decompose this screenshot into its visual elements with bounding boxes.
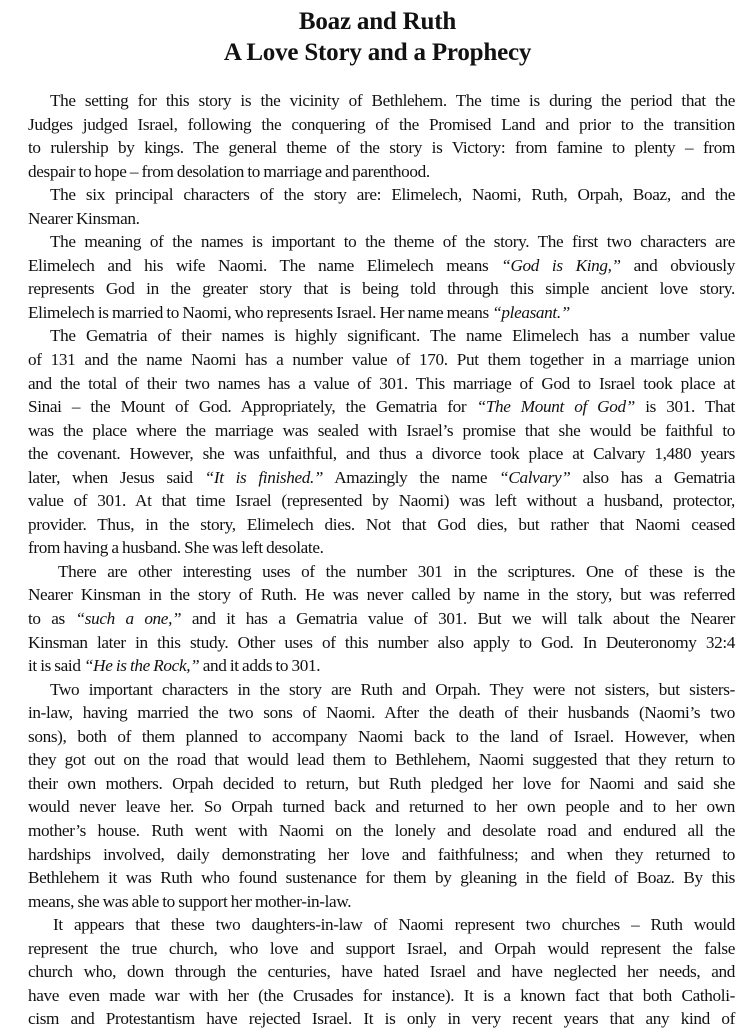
- text-line: would never leave her. So Orpah turned back and returned to her own people and to her own: [28, 797, 735, 817]
- quote-calvary: “Calvary”: [499, 467, 571, 487]
- text-line: Elimelech is married to Naomi, who represents Israel. Her name means “pleasant.”: [28, 302, 570, 322]
- paragraph-names: [28, 230, 735, 324]
- text-line: Judges judged Israel, following the conquering of the Promised Land and prior to the transition: [28, 114, 735, 134]
- paragraph-gematria: [28, 324, 735, 559]
- text-line: despair to hope – from desolation to marriage and parenthood.: [28, 161, 430, 181]
- text-line: The Gematria of their names is highly significant. The name Elimelech has a number value: [50, 326, 735, 346]
- text-line: later, when Jesus said “It is finished.” Amazingly the name “Calvary” also has a Gematria: [28, 467, 735, 487]
- text-line: provider. Thus, in the story, Elimelech dies. Not that God dies, but rather that Naomi ceased: [28, 514, 735, 534]
- text-line: Two important characters in the story are Ruth and Orpah. They were not sisters, but sisters-: [50, 679, 735, 699]
- text-line: Kinsman later in this study. Other uses of this number also apply to God. In Deuteronomy 32:4: [28, 632, 735, 652]
- text-line: church who, down through the centuries, have hated Israel and have neglected her needs, and: [28, 962, 735, 982]
- text-line: Bethlehem it was Ruth who found sustenance for them by gleaning in the field of Boaz. By this: [28, 868, 735, 888]
- text-line: sons), both of them planned to accompany Naomi back to the land of Israel. However, when: [28, 726, 735, 746]
- paragraph-number-301: [28, 560, 735, 678]
- paragraph-characters: [28, 183, 735, 230]
- quote-he-is-the-rock: “He is the Rock,”: [83, 656, 200, 676]
- text-line: cism and Protestantism have rejected Israel. It is only in very recent years that any kind of: [28, 1009, 735, 1029]
- text-line: their own mothers. Orpah decided to return, but Ruth pledged her love for Naomi and said she: [28, 773, 735, 793]
- quote-it-is-finished: “It is finished.”: [204, 467, 324, 487]
- text-line: value of 301. At that time Israel (represented by Naomi) was left without a husband, protector,: [28, 491, 735, 511]
- text-line: represent the true church, who love and support Israel, and Orpah would represent the false: [28, 938, 735, 958]
- quote-pleasant: “pleasant.”: [492, 302, 570, 322]
- paragraph-two-churches: [28, 913, 735, 1031]
- text-line: and the total of their two names has a value of 301. This marriage of God to Israel took place at: [28, 373, 735, 393]
- text-line: to as “such a one,” and it has a Gematria value of 301. But we will talk about the Nearer: [28, 609, 735, 629]
- title-line-1: Boaz and Ruth: [298, 8, 457, 35]
- text-line: to rulership by kings. The general theme of the story is Victory: from famine to plenty – from: [28, 138, 735, 158]
- text-line: Nearer Kinsman in the story of Ruth. He was never called by name in the story, but was referred: [28, 585, 735, 605]
- text-line: represents God in the greater story that is being told through this simple ancient love story.: [28, 279, 735, 299]
- paragraph-ruth-orpah: [28, 678, 735, 913]
- text-line: the covenant. However, she was unfaithful, and thus a divorce took place at Calvary 1,480 years: [28, 444, 735, 464]
- text-line: from having a husband. She was left desolate.: [28, 538, 324, 558]
- text-line: it is said “He is the Rock,” and it adds to 301.: [28, 656, 321, 676]
- quote-mount-of-god: “The Mount of God”: [476, 397, 635, 417]
- text-line: Nearer Kinsman.: [28, 208, 140, 228]
- text-line: It appears that these two daughters-in-law of Naomi represent two churches – Ruth would: [53, 915, 735, 935]
- text-line: There are other interesting uses of the number 301 in the scriptures. One of these is the: [58, 561, 735, 581]
- text-line: The meaning of the names is important to the theme of the story. The first two characters are: [50, 232, 735, 252]
- text-line: hardships involved, daily demonstrating her love and faithfulness; and when they returned to: [28, 844, 735, 864]
- paragraph-setting: [28, 89, 735, 183]
- text-line: of 131 and the name Naomi has a number value of 170. Put them together in a marriage union: [28, 350, 735, 370]
- article-body: [28, 89, 735, 1031]
- text-line: The six principal characters of the story are: Elimelech, Naomi, Ruth, Orpah, Boaz, and the: [50, 185, 735, 205]
- title-line-2: A Love Story and a Prophecy: [223, 39, 532, 66]
- text-line: have even made war with her (the Crusades for instance). It is a known fact that both Catholi-: [28, 985, 735, 1005]
- quote-such-a-one: “such a one,”: [75, 609, 182, 629]
- text-line: in-law, having married the two sons of Naomi. After the death of their husbands (Naomi’s two: [28, 703, 735, 723]
- quote-god-is-king: “God is King,”: [501, 255, 621, 275]
- text-line: The setting for this story is the vicinity of Bethlehem. The time is during the period that the: [50, 91, 735, 110]
- text-line: was the place where the marriage was sealed with Israel’s promise that she would be faithful to: [28, 420, 735, 440]
- text-line: Elimelech and his wife Naomi. The name Elimelech means “God is King,” and obviously: [28, 255, 735, 275]
- text-line: Sinai – the Mount of God. Appropriately, the Gematria for “The Mount of God” is 301. That: [28, 397, 735, 417]
- text-line: they got out on the road that would lead them to Bethlehem, Naomi suggested that they return to: [28, 750, 735, 770]
- text-line: means, she was able to support her mother-in-law.: [28, 891, 352, 911]
- text-line: mother’s house. Ruth went with Naomi on the lonely and desolate road and endured all the: [28, 820, 735, 840]
